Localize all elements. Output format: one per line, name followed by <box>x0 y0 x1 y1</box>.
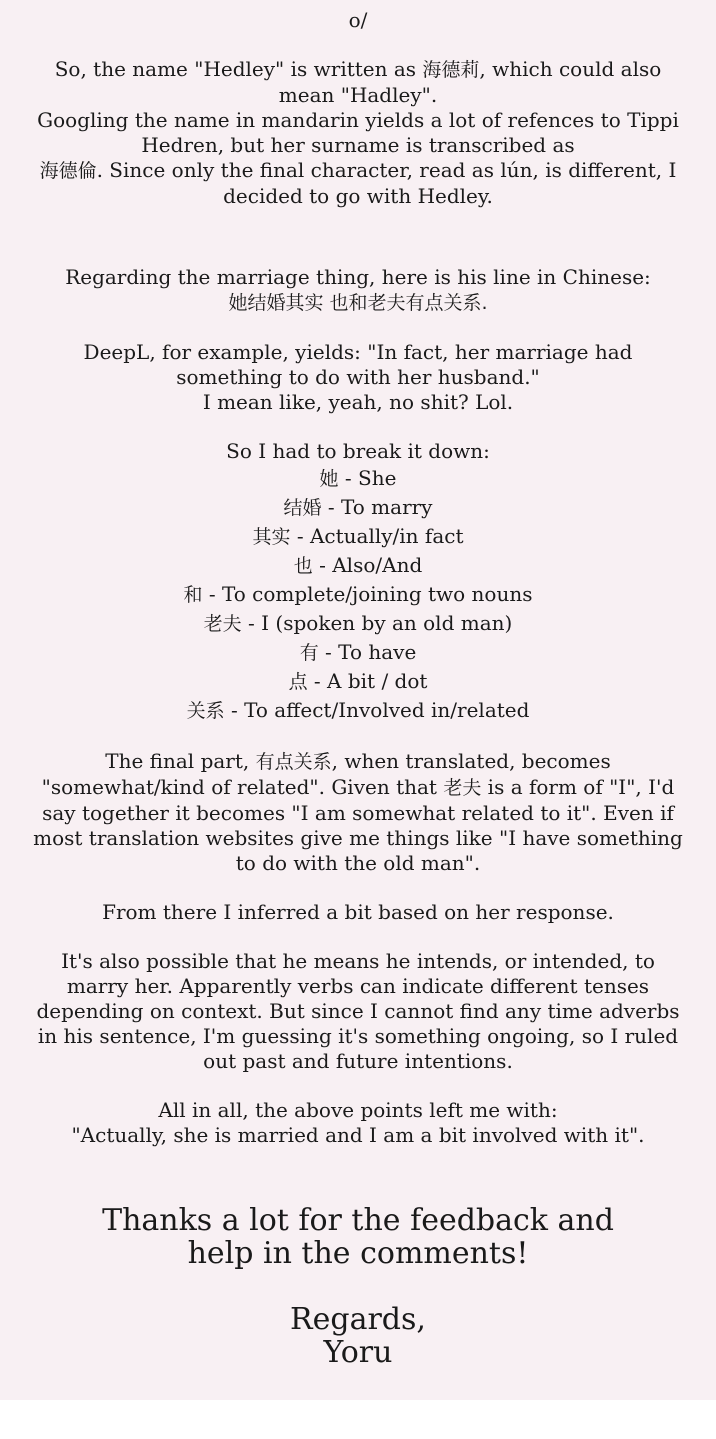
vocab-item-also <box>28 551 688 580</box>
deepl-paragraph: DeepL, for example, yields: "In fact, her marriage had something to do with her husband." <box>83 340 633 389</box>
intro-text-1b: , which could also mean "Hadley". <box>278 57 662 107</box>
vocab-meaning: - To have <box>318 640 417 664</box>
vocab-cjk: 点 <box>288 671 308 693</box>
vocab-meaning: - Also/And <box>312 553 423 577</box>
intro-googling-paragraph <box>28 108 688 158</box>
final-part-cjk-related: 有点关系 <box>255 751 332 773</box>
summary-intro: All in all, the above points left me with: <box>158 1098 558 1122</box>
vocab-meaning: - To marry <box>321 495 433 519</box>
vocab-meaning: - To complete/joining two nouns <box>202 582 533 606</box>
inferred-paragraph: From there I inferred a bit based on her response. <box>102 900 614 924</box>
vocab-meaning: - To affect/Involved in/related <box>224 698 530 722</box>
vocab-meaning: - She <box>338 466 397 490</box>
possible-paragraph: It's also possible that he means he intends, or intended, to marry her. Apparently verbs can indicate different tenses depending on context. But since I cannot find any time adverbs in his sentence, I'm guessing it's something ongoing, so I ruled out past and future intentions. <box>36 949 680 1073</box>
intro-text-2: Googling the name in mandarin yields a lot of refences to Tippi Hedren, but her surname is transcribed as <box>37 108 679 157</box>
thanks-message: Thanks a lot for the feedback and help in the comments! <box>102 1203 614 1271</box>
vocab-item-bit <box>28 667 688 696</box>
vocab-cjk: 老夫 <box>203 613 242 635</box>
marriage-intro: Regarding the marriage thing, here is his line in Chinese: <box>65 265 651 289</box>
vocab-meaning: - I (spoken by an old man) <box>241 611 513 635</box>
vocab-item-actually <box>28 522 688 551</box>
vocab-meaning: - Actually/in fact <box>290 524 464 548</box>
breakdown-intro: So I had to break it down: <box>226 439 490 463</box>
vocab-cjk: 有 <box>299 642 319 664</box>
vocab-item-have <box>28 638 688 667</box>
final-part-text-b: , when translated, becomes "somewhat/kind of related". Given that <box>41 749 611 799</box>
final-part-paragraph <box>28 749 688 876</box>
intro-cjk-hedley: 海德莉 <box>422 59 480 81</box>
vocab-cjk: 结婚 <box>283 497 322 519</box>
vocab-item-old-man <box>28 609 688 638</box>
vocab-item-she <box>28 464 688 493</box>
marriage-cjk-line: 她结婚其实 也和老夫有点关系. <box>228 292 488 314</box>
vocab-cjk: 也 <box>293 555 313 577</box>
final-part-text-c: is a form of "I", I'd say together it becomes "I am somewhat related to it". Even if most translation websites give me things like "I have something to do with the old man". <box>33 775 683 875</box>
deepl-reaction: I mean like, yeah, no shit? Lol. <box>202 390 514 414</box>
top-mark: o/ <box>348 8 368 32</box>
marriage-line-chinese <box>28 290 688 316</box>
intro-cjk-hedren: 海德倫 <box>39 160 97 182</box>
vocab-cjk: 她 <box>319 468 339 490</box>
final-part-text-a: The final part, <box>105 749 256 773</box>
vocab-item-and <box>28 580 688 609</box>
intro-surname-paragraph <box>28 158 688 209</box>
signature: Yoru <box>323 1335 393 1370</box>
final-part-cjk-old-man: 老夫 <box>443 777 482 799</box>
vocab-cjk: 和 <box>183 584 203 606</box>
intro-name-paragraph <box>28 57 688 108</box>
summary-quote: "Actually, she is married and I am a bit involved with it". <box>71 1123 645 1147</box>
vocab-cjk: 其实 <box>252 526 291 548</box>
vocab-item-marry <box>28 493 688 522</box>
intro-text-3b: . Since only the final character, read as lún, is different, I decided to go with Hedley. <box>96 158 677 208</box>
intro-text-1a: So, the name "Hedley" is written as <box>54 57 423 81</box>
vocab-item-related <box>28 696 688 725</box>
regards-text: Regards, <box>290 1302 426 1337</box>
vocab-cjk: 关系 <box>186 700 225 722</box>
vocab-meaning: - A bit / dot <box>307 669 428 693</box>
